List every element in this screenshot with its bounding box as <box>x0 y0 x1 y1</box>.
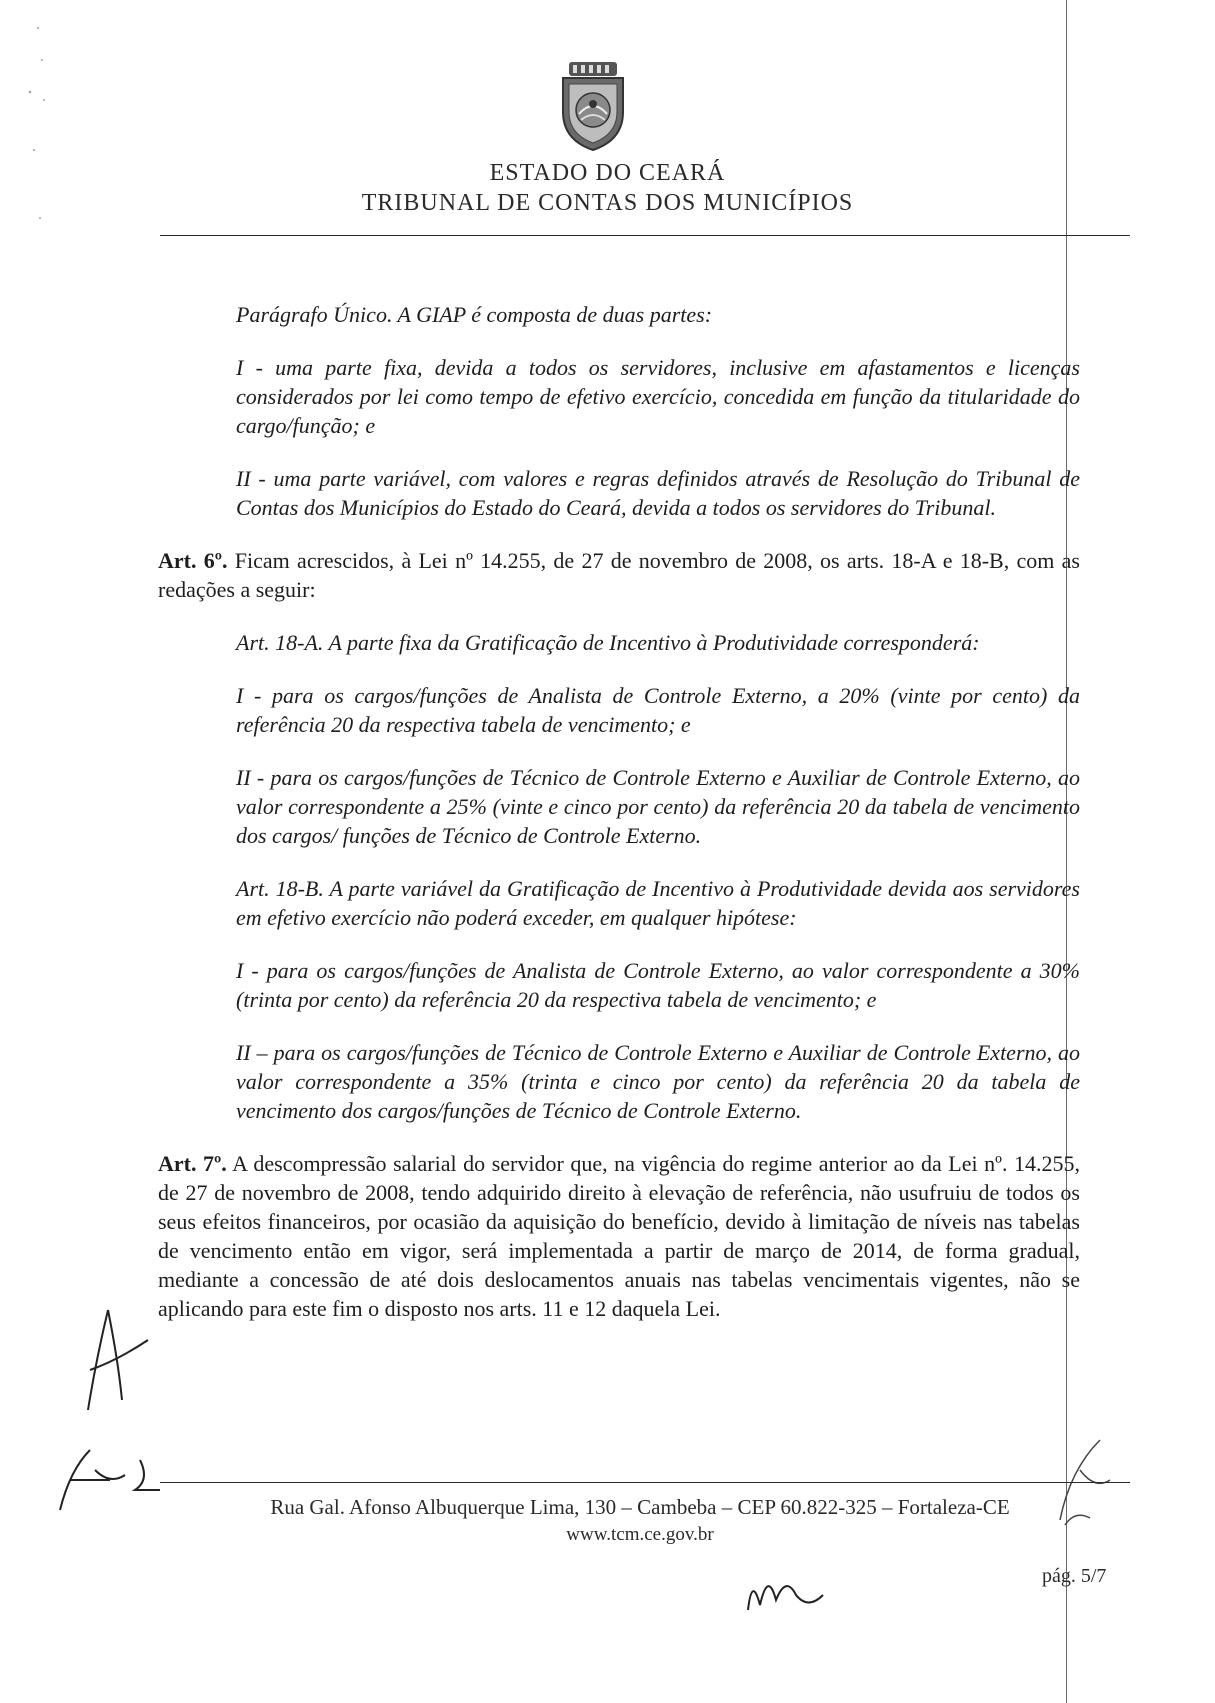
article-7-text: A descompressão salarial do servidor que, na vigência do regime anterior ao da Lei nº. 14.255, de 27 de novembro de 2008, tendo adquirido direito à elevação de referência, não usufruiu de todos os seus efeitos financeiros, por ocasião da aquisição do benefício, devido à limitação de níveis nas tabelas de vencimento então em vigor, será implementada a partir de março de 2014, de forma gradual, mediante a concessão de até dois deslocamentos anuais nas tabelas vencimentais vigentes, não se aplicando para este fim o disposto nos arts. 11 e 12 daquela Lei. <box>158 1151 1080 1321</box>
header-institution-name: TRIBUNAL DE CONTAS DOS MUNICÍPIOS <box>361 190 854 216</box>
art-18a-inciso-i: I - para os cargos/funções de Analista de Controle Externo, a 20% (vinte por cento) da referência 20 da respectiva tabela de vencimento; e <box>236 683 1080 737</box>
article-6-label: Art. 6º. <box>158 548 228 573</box>
article-7 <box>158 1149 1080 1323</box>
paragrafo-unico: Parágrafo Único. A GIAP é composta de duas partes: <box>236 302 713 327</box>
page-number: pág. 5/7 <box>1042 1565 1107 1587</box>
article-6-text: Ficam acrescidos, à Lei nº 14.255, de 27 de novembro de 2008, os arts. 18-A e 18-B, com as redações a seguir: <box>158 548 1080 602</box>
art-18b-caput: Art. 18-B. A parte variável da Gratificação de Incentivo à Produtividade devida aos servidores em efetivo exercício não poderá exceder, em qualquer hipótese: <box>236 876 1080 930</box>
inciso-ii-parte-variavel: II - uma parte variável, com valores e regras definidos através de Resolução do Tribunal de Contas dos Municípios do Estado do Ceará, devida a todos os servidores do Tribunal. <box>236 466 1080 520</box>
article-7-label: Art. 7º. <box>158 1151 227 1176</box>
footer-address: Rua Gal. Afonso Albuquerque Lima, 130 – Cambeba – CEP 60.822-325 – Fortaleza-CE <box>270 1495 1010 1519</box>
inciso-i-parte-fixa: I - uma parte fixa, devida a todos os servidores, inclusive em afastamentos e licenças considerados por lei como tempo de efetivo exercício, concedida em função da titularidade do cargo/função; e <box>236 355 1080 438</box>
art-18b-inciso-ii: II – para os cargos/funções de Técnico de Controle Externo e Auxiliar de Controle Externo, ao valor correspondente a 35% (trinta e cinco por cento) da referência 20 da tabela de vencimento dos cargos/funções de Técnico de Controle Externo. <box>236 1040 1080 1123</box>
document-body <box>158 300 1080 1323</box>
header-divider <box>160 235 1130 236</box>
footer-website: www.tcm.ce.gov.br <box>566 1524 714 1545</box>
header-state-name: ESTADO DO CEARÁ <box>489 160 726 186</box>
art-18a-inciso-ii: II - para os cargos/funções de Técnico de Controle Externo e Auxiliar de Controle Externo, ao valor correspondente a 25% (vinte e cinco por cento) da referência 20 da tabela de vencimento dos cargos/ funções de Técnico de Controle Externo. <box>236 765 1080 848</box>
footer-divider <box>160 1482 1130 1483</box>
coat-of-arms-seal <box>555 60 631 152</box>
bottom-center-initials <box>738 1555 838 1625</box>
article-6 <box>158 546 1080 604</box>
art-18a-caput: Art. 18-A. A parte fixa da Gratificação de Incentivo à Produtividade corresponderá: <box>236 630 980 655</box>
margin-signature-initial <box>78 1300 158 1420</box>
art-18b-inciso-i: I - para os cargos/funções de Analista de Controle Externo, ao valor correspondente a 30% (trinta por cento) da referência 20 da respectiva tabela de vencimento; e <box>236 958 1080 1012</box>
